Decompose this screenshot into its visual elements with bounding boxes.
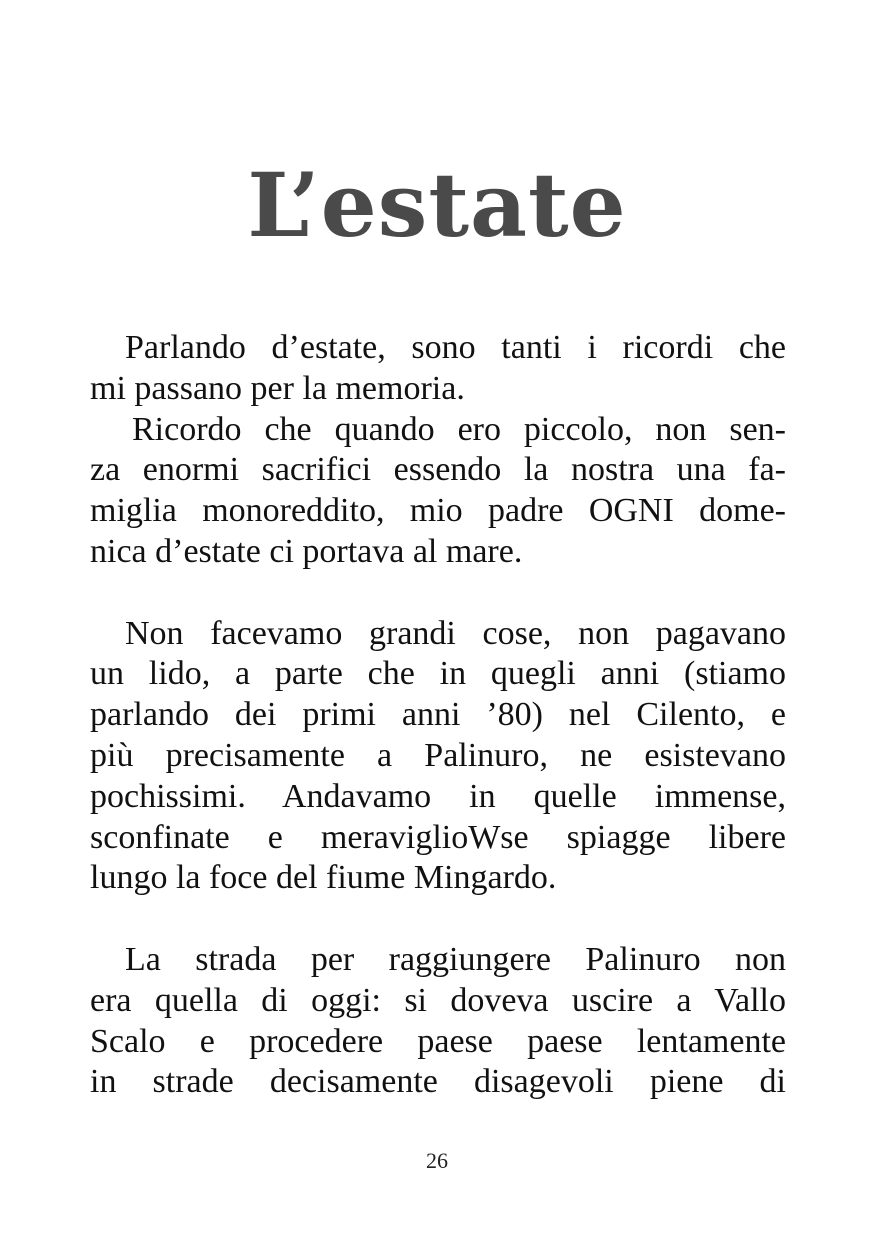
paragraph-2 bbox=[90, 410, 786, 573]
chapter-title: L’estate bbox=[247, 153, 627, 257]
text-line: lungo la foce del fiume Mingardo. bbox=[90, 859, 557, 897]
text-line: un lido, a parte che in quegli anni (stiamo bbox=[90, 655, 786, 693]
text-line: più precisamente a Palinuro, ne esistevano bbox=[90, 736, 786, 774]
text-line: La strada per raggiungere Palinuro non bbox=[125, 940, 786, 978]
text-line: za enormi sacrifici essendo la nostra una fa- bbox=[90, 451, 786, 489]
text-line: mi passano per la memoria. bbox=[90, 369, 465, 407]
text-line: Scalo e procedere paese paese lentamente bbox=[90, 1022, 786, 1060]
paragraph-3 bbox=[90, 614, 786, 900]
text-line: nica d’estate ci portava al mare. bbox=[90, 532, 523, 570]
text-line: parlando dei primi anni ’80) nel Cilento, e bbox=[90, 696, 786, 734]
text-line: era quella di oggi: si doveva uscire a Vallo bbox=[90, 981, 786, 1019]
text-line: pochissimi. Andavamo in quelle immense, bbox=[90, 777, 786, 815]
page-number: 26 bbox=[426, 1148, 448, 1173]
text-line: Parlando d’estate, sono tanti i ricordi che bbox=[125, 329, 786, 366]
text-line: Ricordo che quando ero piccolo, non sen- bbox=[132, 410, 786, 448]
paragraph-4 bbox=[90, 940, 786, 1103]
text-line: Non facevamo grandi cose, non pagavano bbox=[125, 614, 786, 652]
chapter-body bbox=[90, 328, 786, 1103]
text-line: in strade decisamente disagevoli piene di bbox=[90, 1063, 786, 1101]
paragraph-gap bbox=[90, 899, 786, 940]
paragraph-1 bbox=[90, 328, 786, 410]
text-line: miglia monoreddito, mio padre OGNI dome- bbox=[90, 492, 786, 530]
text-line: sconfinate e meraviglioWse spiagge libere bbox=[90, 818, 786, 856]
paragraph-gap bbox=[90, 573, 786, 614]
